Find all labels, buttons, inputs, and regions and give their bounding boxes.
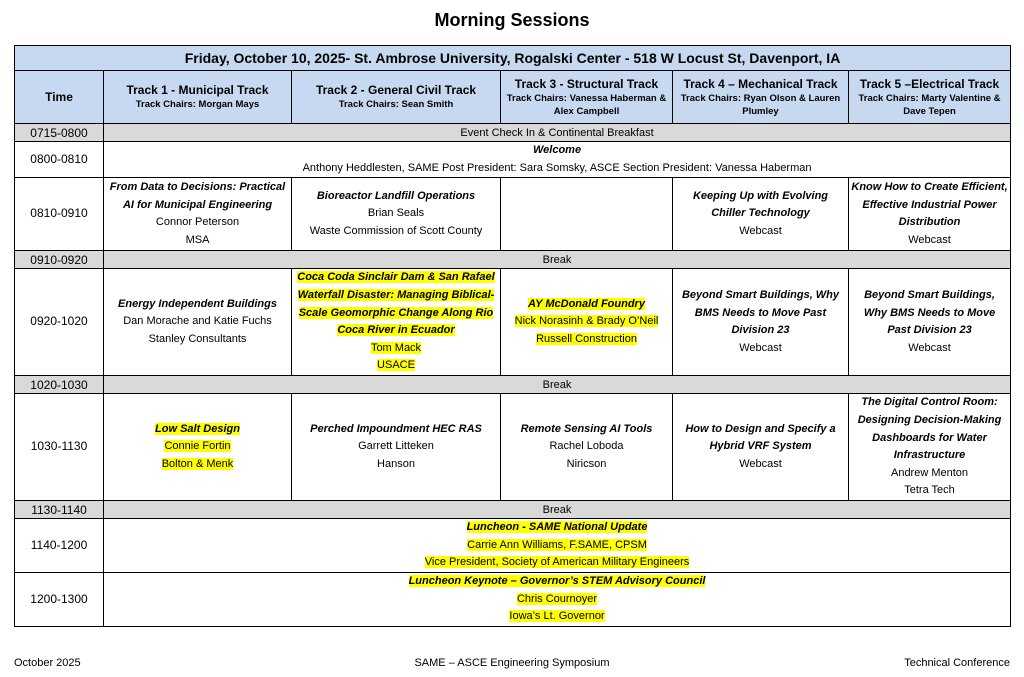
- track-2-header: [292, 71, 501, 124]
- session-title: Coca Coda Sinclair Dam & San Rafael Waterfall Disaster: Managing Biblical-Scale Geomorphic Change Along Rio Coca River in Ecuador: [297, 271, 495, 337]
- session-org: Russell Construction: [536, 332, 637, 345]
- session-cell: [104, 394, 292, 501]
- session-speaker: Rachel Loboda: [549, 440, 624, 453]
- row-1140: [15, 519, 1011, 573]
- session-title: Luncheon - SAME National Update: [466, 521, 648, 534]
- session-title: Low Salt Design: [155, 422, 240, 435]
- venue-banner: Friday, October 10, 2025- St. Ambrose University, Rogalski Center - 518 W Locust St, Davenport, IA: [15, 46, 1011, 71]
- session-cell: [849, 178, 1011, 251]
- session-speaker: Connie Fortin: [164, 440, 231, 453]
- session-speaker: Carrie Ann Williams, F.SAME, CPSM: [467, 538, 647, 551]
- time-cell: 0715-0800: [15, 124, 104, 142]
- session-cell: [104, 178, 292, 251]
- keynote-cell: [104, 572, 1011, 626]
- session-speaker: Webcast: [739, 224, 782, 237]
- session-speaker: Brian Seals: [367, 207, 425, 220]
- time-header-label: Time: [45, 89, 73, 104]
- footer-type: Technical Conference: [904, 657, 1010, 669]
- session-org: Tetra Tech: [904, 484, 955, 497]
- session-cell: [292, 269, 501, 376]
- break-cell: Break: [104, 251, 1011, 269]
- session-speakers: Anthony Heddlesten, SAME Post President: Sara Somsky, ASCE Section President: Vanessa Haberman: [302, 161, 812, 174]
- session-speaker: Tom Mack: [370, 341, 422, 354]
- time-cell: 0800-0810: [15, 142, 104, 178]
- session-speaker: Webcast: [739, 457, 782, 470]
- session-org: Niricson: [566, 457, 607, 470]
- session-title: Know How to Create Efficient, Effective Industrial Power Distribution: [851, 181, 1008, 229]
- session-org: Iowa’s Lt. Governor: [509, 610, 605, 623]
- session-cell: [849, 269, 1011, 376]
- session-org: MSA: [185, 233, 210, 246]
- session-cell: [292, 394, 501, 501]
- time-cell: 1130-1140: [15, 501, 104, 519]
- track-5-chairs: Track Chairs: Marty Valentine & Dave Tepen: [858, 92, 1001, 117]
- row-0810: [15, 178, 1011, 251]
- row-0910: [15, 251, 1011, 269]
- break-cell: Break: [104, 376, 1011, 394]
- luncheon-cell: [104, 519, 1011, 573]
- breakfast-cell: Event Check In & Continental Breakfast: [104, 124, 1011, 142]
- track-4-name: Track 4 – Mechanical Track: [683, 76, 838, 91]
- time-cell: 0910-0920: [15, 251, 104, 269]
- track-1-chairs: Track Chairs: Morgan Mays: [135, 99, 260, 110]
- session-cell: [104, 269, 292, 376]
- track-4-header: [673, 71, 849, 124]
- session-speaker: Webcast: [908, 341, 951, 354]
- time-cell: 1140-1200: [15, 519, 104, 573]
- row-0715: [15, 124, 1011, 142]
- session-speaker: Connor Peterson: [155, 216, 240, 229]
- footer-date: October 2025: [14, 657, 81, 669]
- track-5-header: [849, 71, 1011, 124]
- time-cell: 0920-1020: [15, 269, 104, 376]
- time-cell: 1200-1300: [15, 572, 104, 626]
- session-title: Perched Impoundment HEC RAS: [310, 422, 482, 435]
- header-row: [15, 71, 1011, 124]
- session-org: Hanson: [377, 457, 415, 470]
- session-speaker: Chris Cournoyer: [516, 592, 598, 605]
- track-1-header: [104, 71, 292, 124]
- session-speaker: Webcast: [908, 233, 951, 246]
- session-title: Beyond Smart Buildings, Why BMS Needs to Move Past Division 23: [863, 289, 996, 337]
- session-cell: [673, 178, 849, 251]
- session-org: Bolton & Menk: [161, 457, 234, 470]
- page-title: Morning Sessions: [434, 10, 590, 30]
- row-1200: [15, 572, 1011, 626]
- footer-event: SAME – ASCE Engineering Symposium: [414, 657, 610, 669]
- session-speaker: Andrew Menton: [890, 466, 969, 479]
- session-cell: [292, 178, 501, 251]
- row-1030: [15, 394, 1011, 501]
- row-0800: [15, 142, 1011, 178]
- session-org: Stanley Consultants: [148, 332, 247, 345]
- time-cell: 1020-1030: [15, 376, 104, 394]
- row-1020: [15, 376, 1011, 394]
- schedule-table: [14, 45, 1011, 627]
- session-title: Beyond Smart Buildings, Why BMS Needs to Move Past Division 23: [681, 289, 840, 337]
- session-title: The Digital Control Room: Designing Decision-Making Dashboards for Water Infrastructure: [857, 396, 1002, 462]
- session-cell: [849, 394, 1011, 501]
- session-title: Remote Sensing AI Tools: [520, 422, 653, 435]
- session-speaker: Nick Norasinh & Brady O’Neil: [514, 315, 659, 328]
- session-org: Waste Commission of Scott County: [309, 224, 483, 237]
- session-title: AY McDonald Foundry: [528, 297, 645, 310]
- row-1130: [15, 501, 1011, 519]
- session-cell-empty: [501, 178, 673, 251]
- session-title: Energy Independent Buildings: [118, 297, 277, 310]
- session-speaker: Webcast: [739, 341, 782, 354]
- track-5-name: Track 5 –Electrical Track: [859, 76, 1000, 91]
- row-0920: [15, 269, 1011, 376]
- session-title: Welcome: [532, 144, 582, 156]
- session-title: How to Design and Specify a Hybrid VRF System: [685, 422, 836, 453]
- session-cell: [501, 394, 673, 501]
- session-cell: [501, 269, 673, 376]
- session-cell: [673, 394, 849, 501]
- welcome-cell: [104, 142, 1011, 178]
- session-org: USACE: [377, 359, 415, 372]
- session-speaker: Dan Morache and Katie Fuchs: [123, 315, 272, 328]
- session-title: Luncheon Keynote – Governor’s STEM Advisory Council: [408, 574, 706, 587]
- track-4-chairs: Track Chairs: Ryan Olson & Lauren Plumley: [680, 92, 841, 117]
- session-cell: [673, 269, 849, 376]
- track-2-name: Track 2 - General Civil Track: [315, 83, 477, 97]
- session-speaker: Garrett Litteken: [358, 440, 434, 453]
- track-3-header: [501, 71, 673, 124]
- time-cell: 0810-0910: [15, 178, 104, 251]
- venue-row: [15, 46, 1011, 71]
- time-cell: 1030-1130: [15, 394, 104, 501]
- track-1-name: Track 1 - Municipal Track: [126, 83, 269, 97]
- track-2-chairs: Track Chairs: Sean Smith: [338, 99, 454, 110]
- track-3-name: Track 3 - Structural Track: [514, 76, 659, 91]
- break-cell: Break: [104, 501, 1011, 519]
- session-title: From Data to Decisions: Practical AI for Municipal Engineering: [109, 181, 286, 211]
- session-org: Vice President, Society of American Military Engineers: [424, 556, 690, 569]
- session-title: Keeping Up with Evolving Chiller Technology: [692, 189, 829, 220]
- track-3-chairs: Track Chairs: Vanessa Haberman & Alex Campbell: [506, 92, 667, 117]
- session-title: Bioreactor Landfill Operations: [316, 189, 476, 202]
- time-header: [15, 71, 104, 124]
